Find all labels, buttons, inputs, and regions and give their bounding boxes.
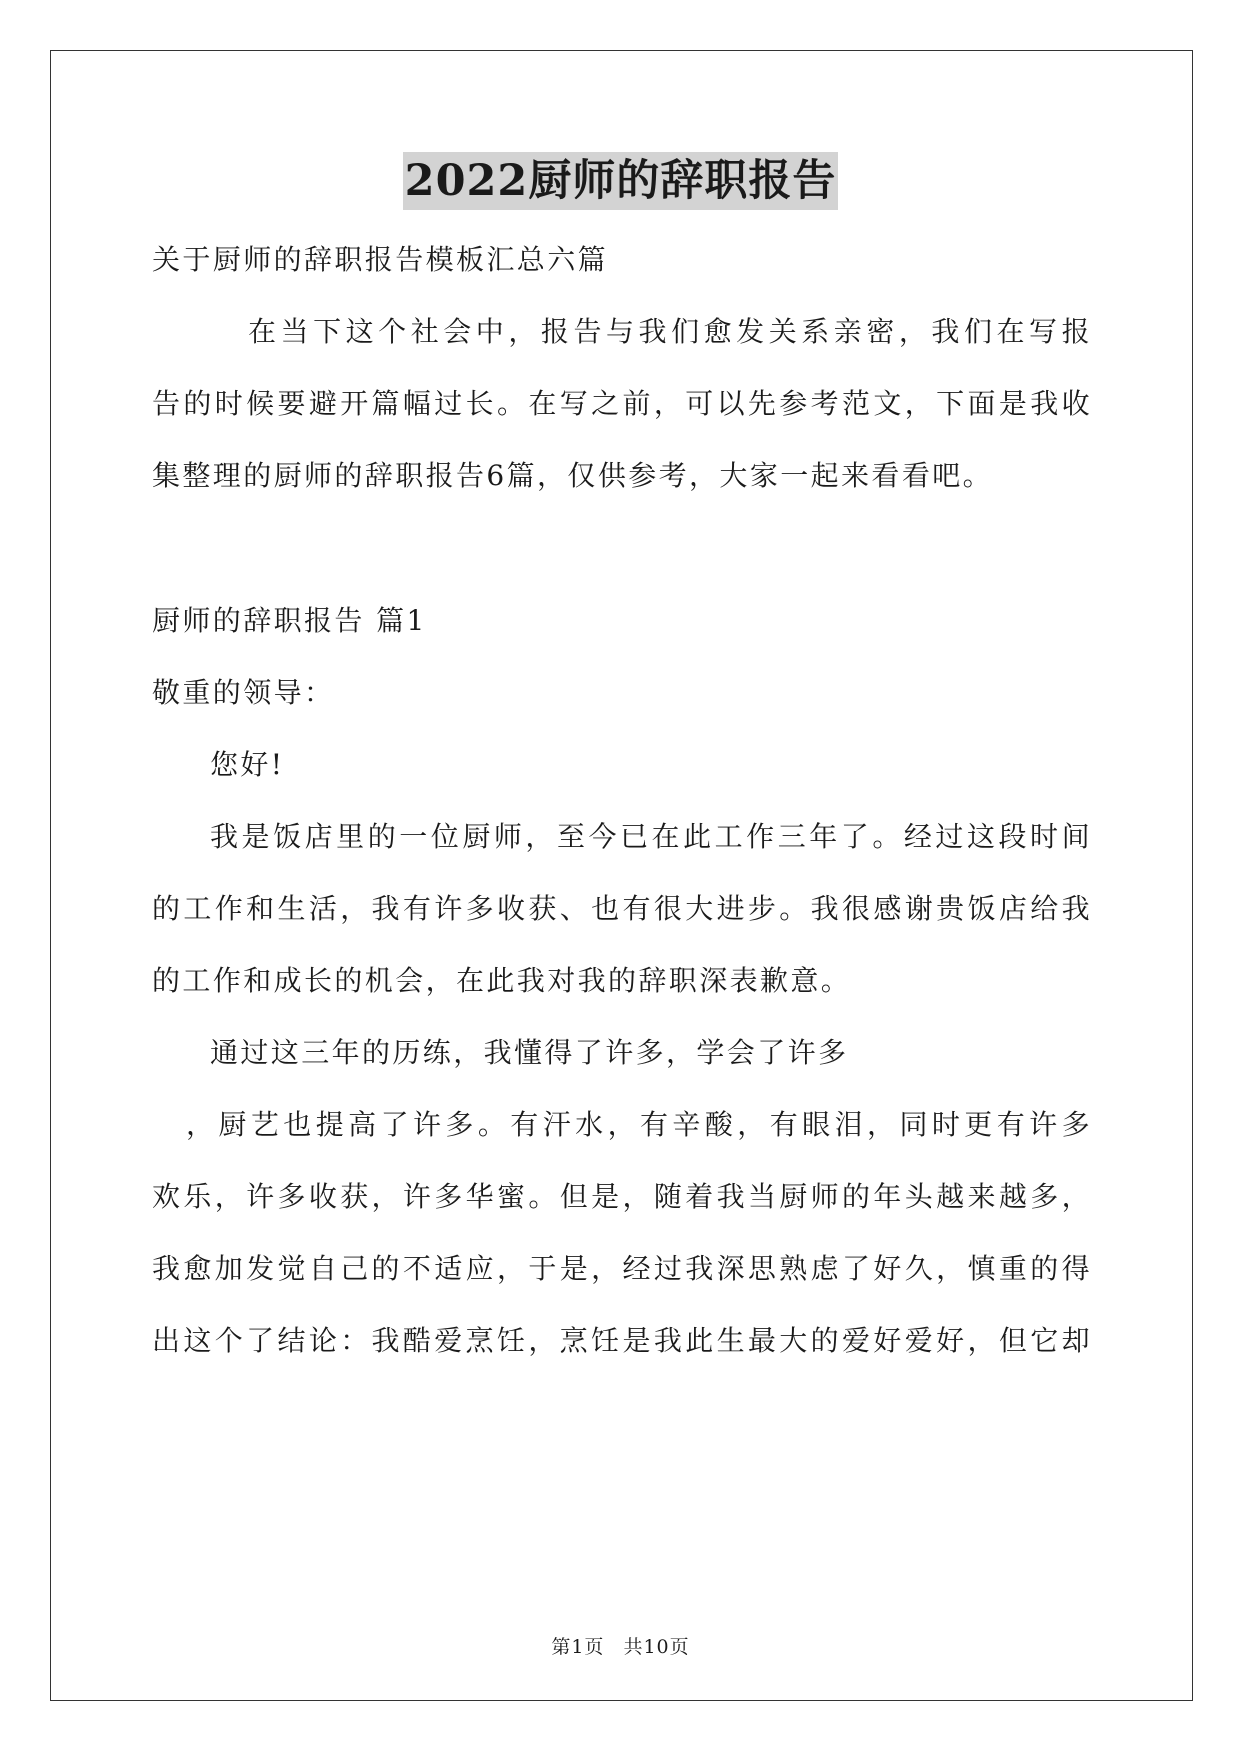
greeting: 您好! <box>210 748 285 781</box>
page-footer <box>0 1634 1241 1660</box>
page-number: 第1页 <box>551 1636 605 1658</box>
para1-line-1: 我是饭店里的一位厨师，至今已在此工作三年了。经过这段时间 <box>210 820 1092 853</box>
page-total: 共10页 <box>623 1636 690 1658</box>
para3-line-4: 出这个了结论：我酷爱烹饪，烹饪是我此生最大的爱好爱好，但它却 <box>152 1324 1092 1357</box>
para3-line-2: 欢乐，许多收获，许多华蜜。但是，随着我当厨师的年头越来越多， <box>152 1180 1092 1213</box>
page-border <box>50 50 1193 1701</box>
para2-line: 通过这三年的历练，我懂得了许多，学会了许多 <box>210 1036 849 1069</box>
para3-line-1: ，厨艺也提高了许多。有汗水，有辛酸，有眼泪，同时更有许多 <box>186 1108 1092 1141</box>
para1-line-3: 的工作和成长的机会，在此我对我的辞职深表歉意。 <box>152 964 852 997</box>
section-heading: 厨师的辞职报告 篇1 <box>152 604 427 637</box>
para3-line-3: 我愈加发觉自己的不适应，于是，经过我深思熟虑了好久，慎重的得 <box>152 1252 1092 1285</box>
intro-line-1: 在当下这个社会中，报告与我们愈发关系亲密，我们在写报 <box>248 315 1092 348</box>
title-container <box>0 152 1241 210</box>
para1-line-2: 的工作和生活，我有许多收获、也有很大进步。我很感谢贵饭店给我 <box>152 892 1092 925</box>
intro-line-2: 告的时候要避开篇幅过长。在写之前，可以先参考范文，下面是我收 <box>152 387 1092 420</box>
salutation: 敬重的领导： <box>152 676 335 709</box>
intro-line-3: 集整理的厨师的辞职报告6篇，仅供参考，大家一起来看看吧。 <box>152 459 994 492</box>
document-subtitle: 关于厨师的辞职报告模板汇总六篇 <box>152 243 609 276</box>
document-title: 2022厨师的辞职报告 <box>403 152 839 210</box>
